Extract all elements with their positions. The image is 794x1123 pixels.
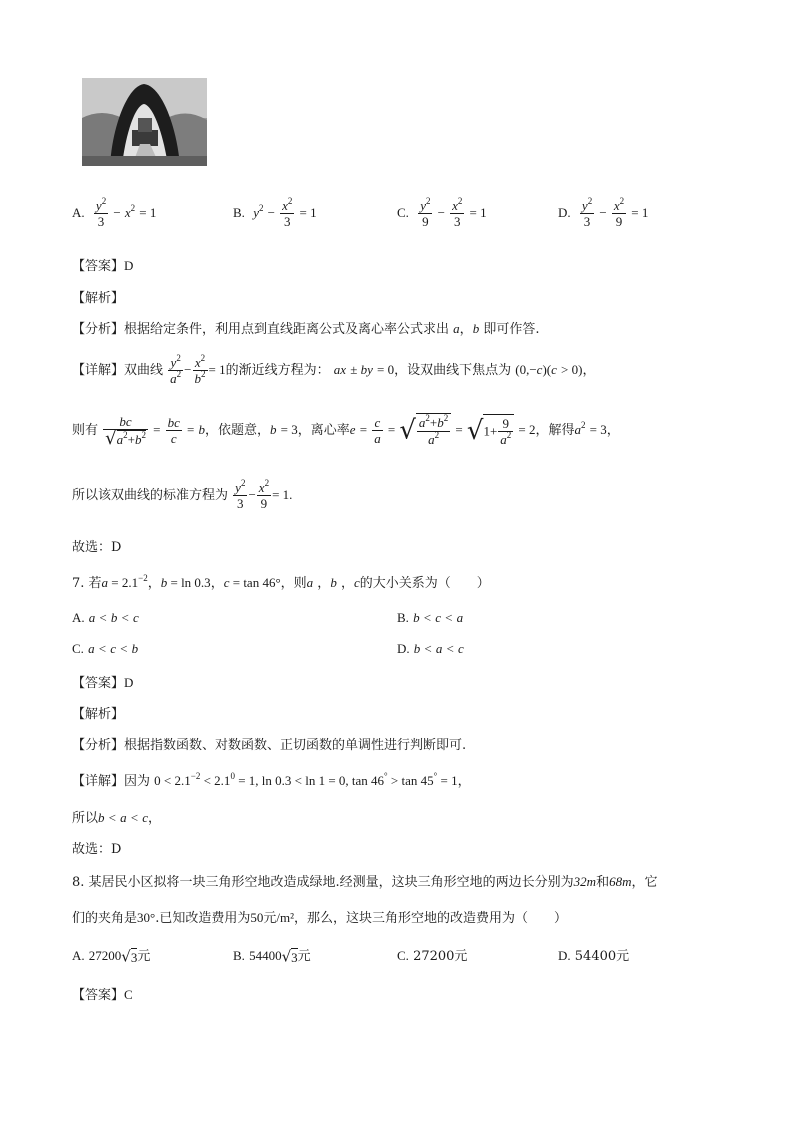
q8-option-a[interactable]: A. 27200√3元 — [72, 947, 151, 965]
q8-stem-line1: 8. 某居民小区拟将一块三角形空地改造成绿地.经测量，这块三角形空地的两边长分别为32m和68m，它 — [72, 874, 658, 890]
q6-option-b[interactable]: B. $y^2$ − $\frac{x^2}{3}$ = 1 — [233, 196, 317, 229]
q8-stem-line2: 们的夹角是30°.已知改造费用为50元/m²，那么，这块三角形空地的改造费用为（ ） — [72, 910, 567, 926]
q8-option-b[interactable]: B. 54400√3元 — [233, 947, 311, 965]
q7-analysis-label: 【解析】 — [72, 707, 125, 722]
q7-option-d[interactable]: D. b < a < c — [397, 641, 464, 656]
q8-answer: 【答案】C — [72, 987, 133, 1003]
q6-choose: 故选：D — [72, 540, 122, 555]
q7-fenxi: 【分析】根据指数函数、对数函数、正切函数的单调性进行判断即可. — [72, 738, 467, 753]
q7-option-a[interactable]: A. a < b < c — [72, 610, 139, 625]
q6-analysis-label: 【解析】 — [72, 291, 125, 306]
q7-answer: 【答案】D — [72, 675, 134, 691]
q7-stem: 7. 若$a = 2.1^{-2}$，b = ln 0.3，c = tan 46°，则a ，b ，c的大小关系为（ ） — [72, 573, 490, 591]
q8-option-c[interactable]: C. 27200元 — [397, 948, 468, 964]
q7-conclude: 所以b < a < c， — [72, 810, 162, 826]
q6-option-c[interactable]: C. $\frac{y^2}{9}$ − $\frac{x^2}{3}$ = 1 — [397, 196, 487, 229]
bridge-photo — [82, 78, 207, 166]
q6-answer: 【答案】D — [72, 258, 134, 274]
q6-fenxi: 【分析】根据给定条件，利用点到直线距离公式及离心率公式求出 a，b 即可作答. — [72, 321, 540, 337]
q8-option-d[interactable]: D. 54400元 — [558, 948, 630, 964]
q6-option-d[interactable]: D. $\frac{y^2}{3}$ − $\frac{x^2}{9}$ = 1 — [558, 196, 649, 229]
q6-detail-line1: 【详解】双曲线 $\frac{y^2}{a^2}$ − $\frac{x^2}{b^2}$ = 1的渐近线方程为： ax ± by = 0，设双曲线下焦点为 (0,−c)(c > 0)， — [72, 353, 596, 386]
q6-option-a[interactable]: A. $\frac{y^2}{3}$ − $x^2 = 1$ — [72, 196, 157, 229]
q7-option-b[interactable]: B. b < c < a — [397, 610, 464, 625]
q7-choose: 故选：D — [72, 842, 122, 857]
q7-option-c[interactable]: C. a < c < b — [72, 641, 139, 656]
q6-detail-line3: 所以该双曲线的标准方程为 $\frac{y^2}{3}$ − $\frac{x^2}{9}$ = 1. — [72, 478, 293, 511]
q6-detail-line2: 则有 $\frac{bc}{√a^2+b^2}$ = $\frac{bc}{c}$ = b，依题意，b = 3，离心率e = $\frac{c}{a}$ = √ $\frac{a^2+b^2}{a^2}$ = √1+ $\frac{9}{a^2}$ = 2，解得$a^2 = 3$， — [72, 413, 620, 449]
q7-detail: 【详解】因为 $0 < 2.1^{-2} < 2.1^0 = 1$, ln 0.3 < ln 1 = 0, tan 46° > tan 45° = 1， — [72, 771, 471, 789]
